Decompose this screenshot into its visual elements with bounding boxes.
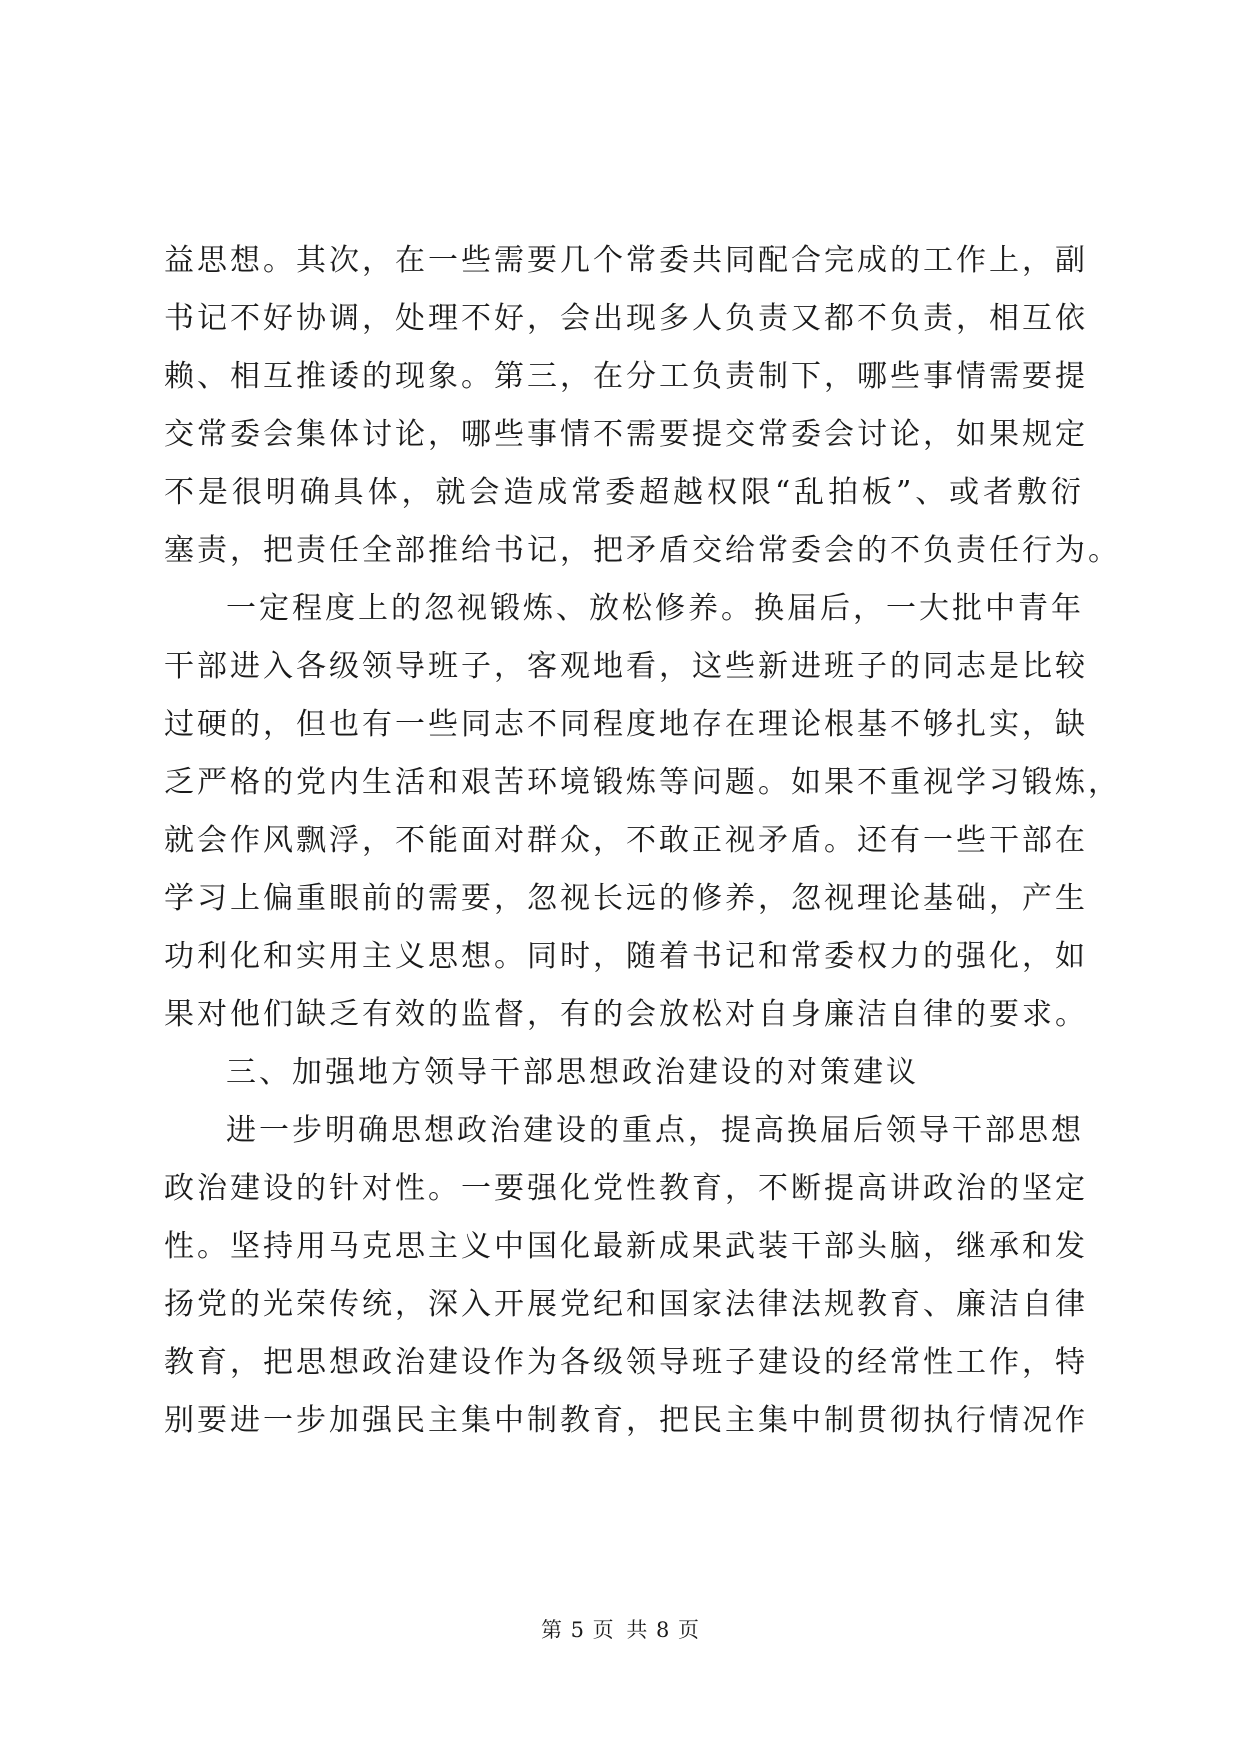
paragraph-start-line: 一定程度上的忽视锻炼、放松修养。换届后，一大批中青年	[226, 591, 1084, 626]
text-line: 功利化和实用主义思想。同时，随着书记和常委权力的强化，如	[164, 939, 1088, 974]
text-line: 不是很明确具体，就会造成常委超越权限“乱拍板”、或者敷衍	[164, 475, 1084, 510]
text-line: 扬党的光荣传统，深入开展党纪和国家法律法规教育、廉洁自律	[164, 1287, 1088, 1322]
text-line: 政治建设的针对性。一要强化党性教育，不断提高讲政治的坚定	[164, 1171, 1088, 1206]
text-line: 乏严格的党内生活和艰苦环境锻炼等问题。如果不重视学习锻炼，	[164, 765, 1121, 800]
text-line: 学习上偏重眼前的需要，忽视长远的修养，忽视理论基础，产生	[164, 881, 1088, 916]
text-line: 就会作风飘浮，不能面对群众，不敢正视矛盾。还有一些干部在	[164, 823, 1088, 858]
page-footer	[0, 1614, 1241, 1644]
text-line: 果对他们缺乏有效的监督，有的会放松对自身廉洁自律的要求。	[164, 997, 1088, 1032]
page-total: 共 8 页	[626, 1618, 701, 1642]
text-line: 教育，把思想政治建设作为各级领导班子建设的经常性工作，特	[164, 1345, 1088, 1380]
text-line: 过硬的，但也有一些同志不同程度地存在理论根基不够扎实，缺	[164, 707, 1088, 742]
text-line: 干部进入各级领导班子，客观地看，这些新进班子的同志是比较	[164, 649, 1088, 684]
text-line: 益思想。其次，在一些需要几个常委共同配合完成的工作上，副	[164, 243, 1088, 278]
page-number: 第 5 页	[540, 1618, 615, 1642]
text-line: 书记不好协调，处理不好，会出现多人负责又都不负责，相互依	[164, 301, 1088, 336]
paragraph-start-line: 进一步明确思想政治建设的重点，提高换届后领导干部思想	[226, 1113, 1084, 1148]
text-line: 塞责，把责任全部推给书记，把矛盾交给常委会的不负责任行为。	[164, 533, 1121, 568]
section-heading: 三、加强地方领导干部思想政治建设的对策建议	[226, 1055, 919, 1090]
text-line: 交常委会集体讨论，哪些事情不需要提交常委会讨论，如果规定	[164, 417, 1088, 452]
text-line: 别要进一步加强民主集中制教育，把民主集中制贯彻执行情况作	[164, 1403, 1088, 1438]
document-body	[164, 232, 1121, 1450]
text-line: 赖、相互推诿的现象。第三，在分工负责制下，哪些事情需要提	[164, 359, 1088, 394]
text-line: 性。坚持用马克思主义中国化最新成果武装干部头脑，继承和发	[164, 1229, 1088, 1264]
